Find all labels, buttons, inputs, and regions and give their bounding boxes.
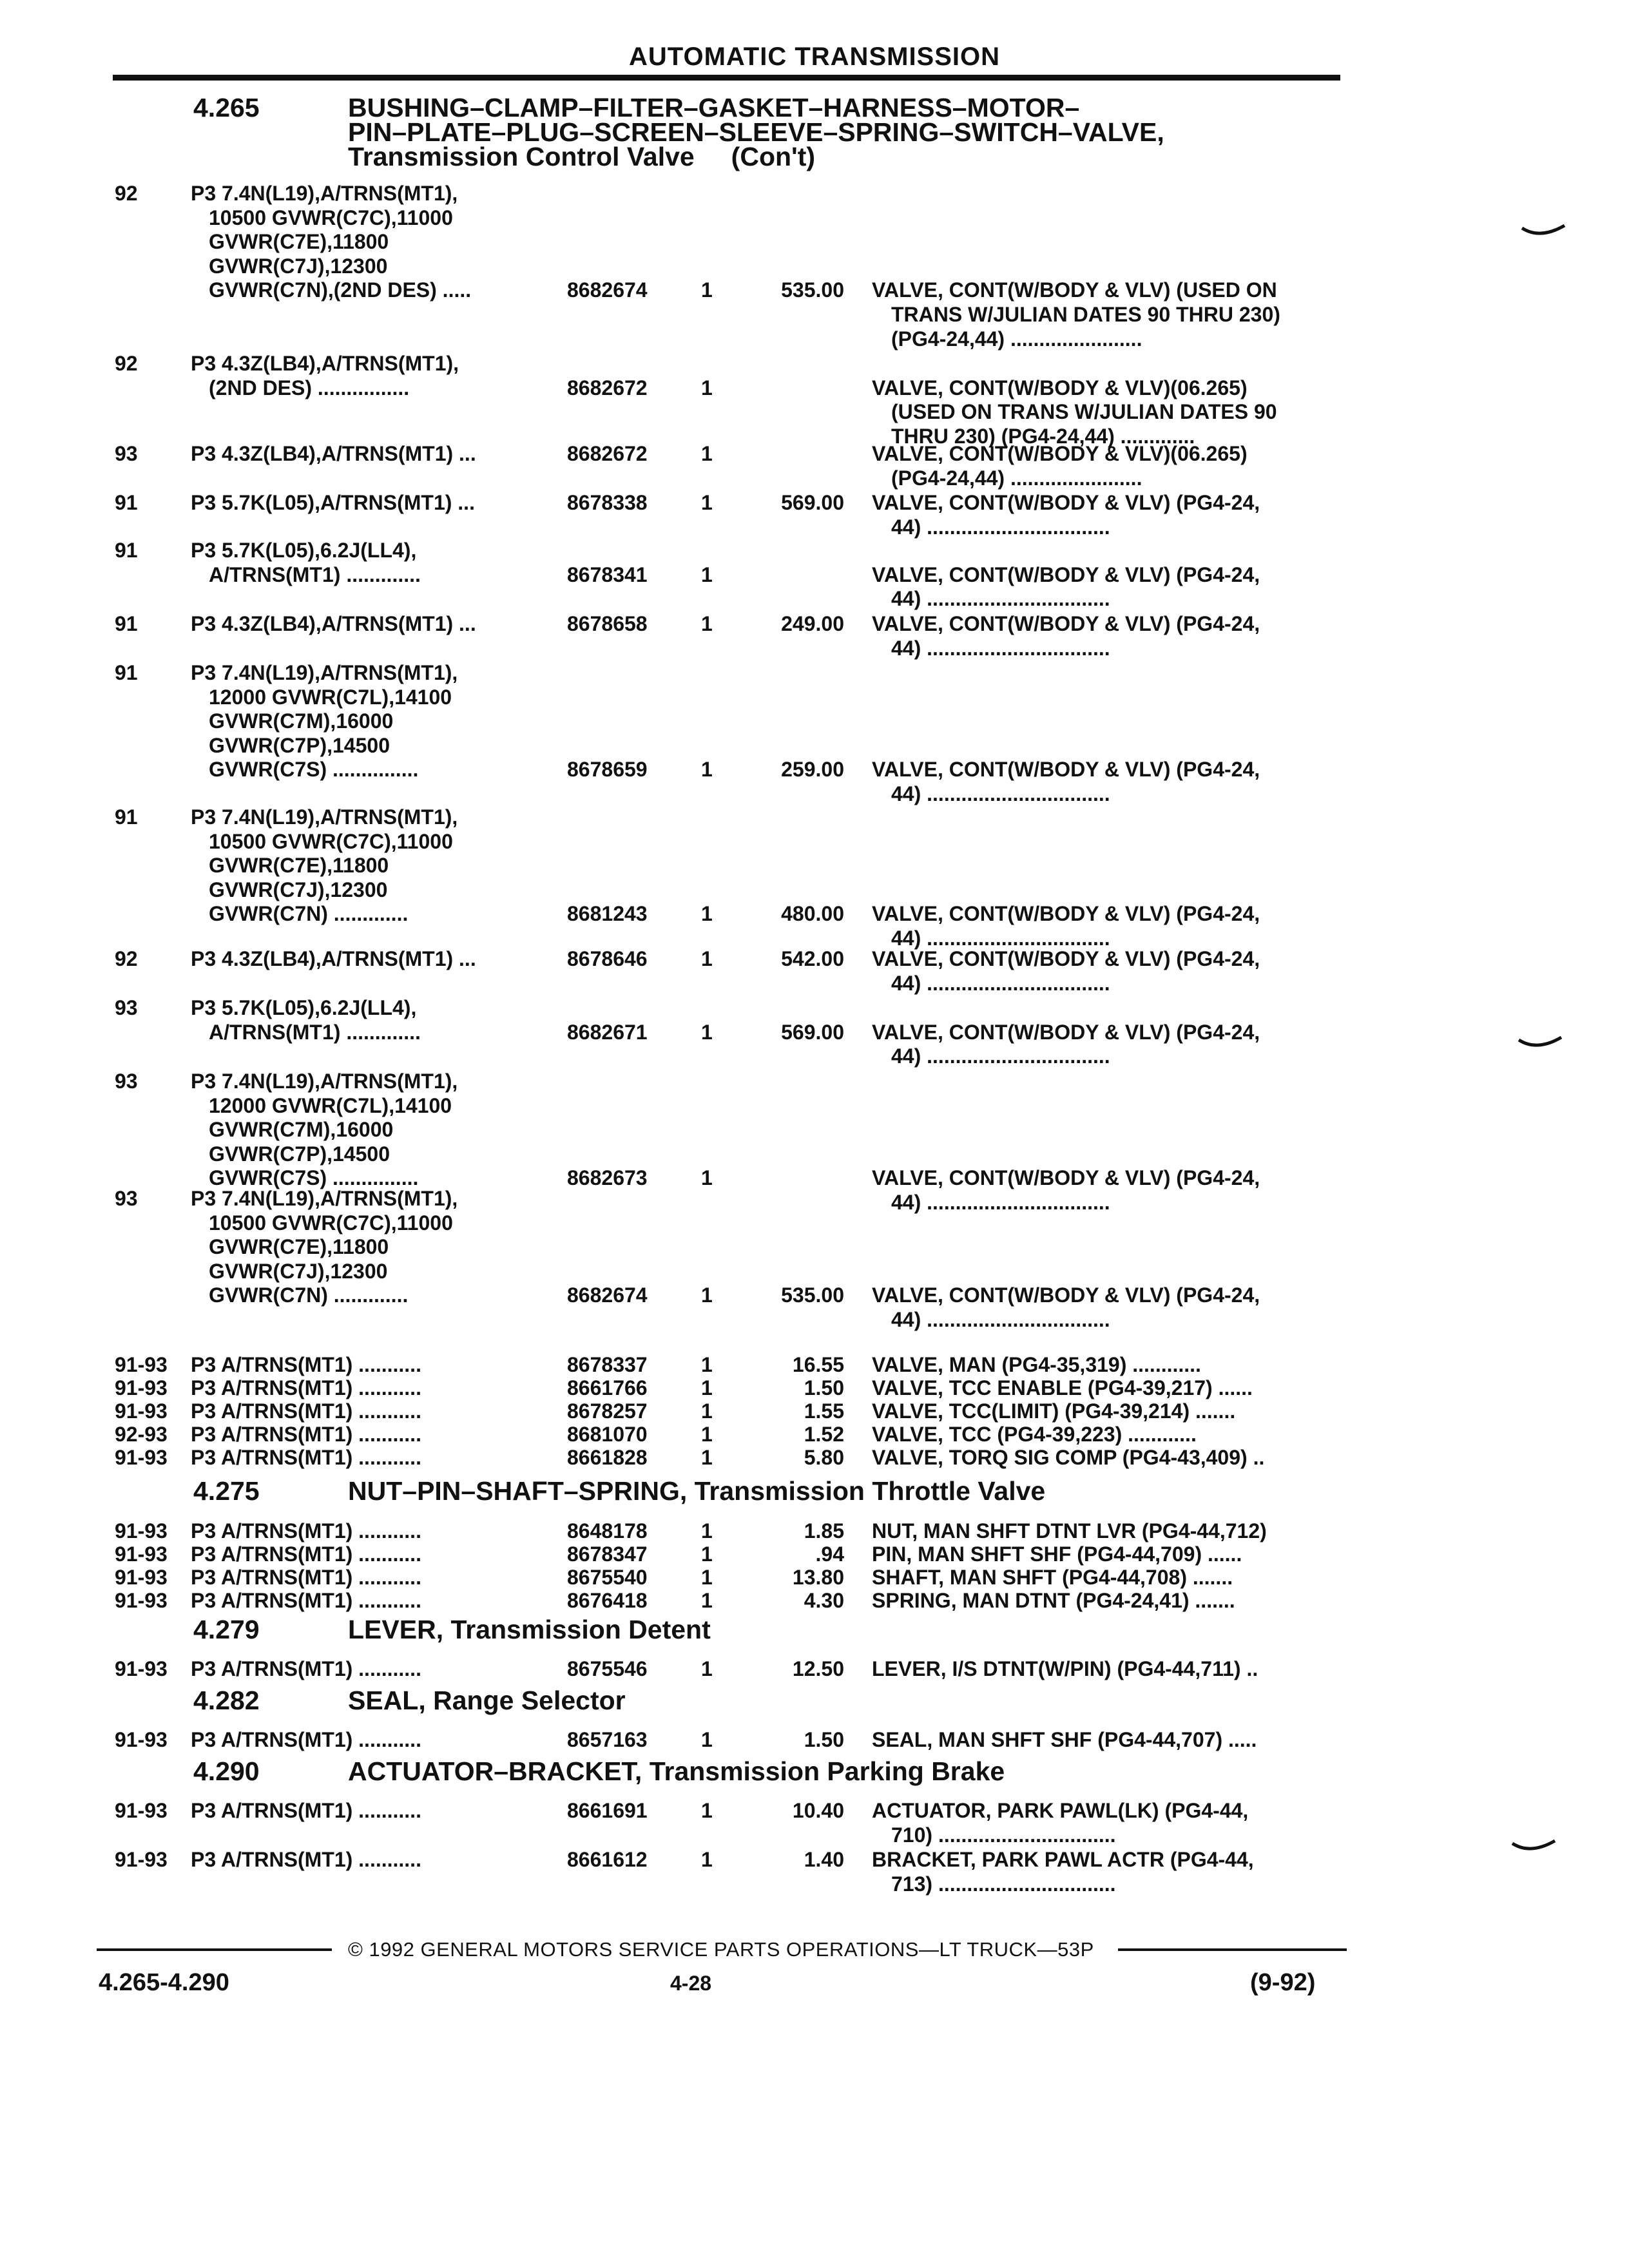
footer-rule-right	[1118, 1948, 1347, 1951]
model-year: 93	[115, 442, 138, 465]
application: P3 7.4N(L19),A/TRNS(MT1), 12000 GVWR(C7L),14100 GVWR(C7M),16000 GVWR(C7P),14500 GVWR(C7S) ...............	[191, 661, 458, 782]
price: 1.40	[804, 1848, 844, 1871]
part-number: 8678658	[567, 612, 648, 635]
application: P3 A/TRNS(MT1) ...........	[191, 1589, 421, 1612]
section-title: LEVER, Transmission Detent	[348, 1615, 711, 1644]
footer-rule-left	[97, 1948, 332, 1951]
quantity: 1	[701, 1353, 713, 1376]
price: .94	[815, 1542, 844, 1566]
application: P3 A/TRNS(MT1) ...........	[191, 1376, 421, 1399]
model-year: 91-93	[115, 1657, 168, 1680]
part-number: 8681243	[567, 902, 648, 926]
part-number: 8675546	[567, 1657, 648, 1680]
model-year: 92-93	[115, 1423, 168, 1446]
application: P3 A/TRNS(MT1) ...........	[191, 1657, 421, 1680]
model-year: 91	[115, 805, 138, 829]
application: P3 7.4N(L19),A/TRNS(MT1), 12000 GVWR(C7L),14100 GVWR(C7M),16000 GVWR(C7P),14500 GVWR(C7S) ...............	[191, 1070, 458, 1190]
description: VALVE, CONT(W/BODY & VLV)(06.265) (USED ON TRANS W/JULIAN DATES 90 THRU 230) (PG4-24,44) .............	[872, 376, 1277, 448]
model-year: 93	[115, 1070, 138, 1093]
model-year: 91	[115, 491, 138, 514]
description: NUT, MAN SHFT DTNT LVR (PG4-44,712)	[872, 1519, 1267, 1542]
application: P3 A/TRNS(MT1) ...........	[191, 1423, 421, 1446]
quantity: 1	[701, 902, 713, 926]
model-year: 91	[115, 539, 138, 562]
model-year: 91-93	[115, 1399, 168, 1423]
price: 535.00	[781, 1283, 844, 1307]
application: P3 A/TRNS(MT1) ...........	[191, 1519, 421, 1542]
price: 542.00	[781, 947, 844, 970]
application: P3 5.7K(L05),A/TRNS(MT1) ...	[191, 491, 475, 514]
quantity: 1	[701, 376, 713, 399]
description: VALVE, TCC (PG4-39,223) ............	[872, 1423, 1197, 1446]
section-title: BUSHING–CLAMP–FILTER–GASKET–HARNESS–MOTOR– PIN–PLATE–PLUG–SCREEN–SLEEVE–SPRING–SWITCH–VALVE, Transmission Control Valve (Con't)	[348, 93, 1164, 171]
model-year: 92	[115, 182, 138, 205]
margin-tick-mark	[1518, 1036, 1563, 1052]
application: P3 7.4N(L19),A/TRNS(MT1), 10500 GVWR(C7C),11000 GVWR(C7E),11800 GVWR(C7J),12300 GVWR(C7N) .............	[191, 805, 458, 926]
price: 12.50	[792, 1657, 844, 1680]
application: P3 7.4N(L19),A/TRNS(MT1), 10500 GVWR(C7C),11000 GVWR(C7E),11800 GVWR(C7J),12300 GVWR(C7N) .............	[191, 1187, 458, 1307]
quantity: 1	[701, 1399, 713, 1423]
part-number: 8648178	[567, 1519, 648, 1542]
application: P3 A/TRNS(MT1) ...........	[191, 1566, 421, 1589]
section-title: ACTUATOR–BRACKET, Transmission Parking Brake	[348, 1756, 1005, 1786]
model-year: 91-93	[115, 1566, 168, 1589]
quantity: 1	[701, 947, 713, 970]
footer-section-range: 4.265-4.290	[99, 1969, 229, 1996]
quantity: 1	[701, 1020, 713, 1044]
price: 535.00	[781, 278, 844, 302]
footer-page-number: 4-28	[670, 1972, 712, 1995]
application: P3 A/TRNS(MT1) ...........	[191, 1799, 421, 1822]
model-year: 91-93	[115, 1589, 168, 1612]
description: SHAFT, MAN SHFT (PG4-44,708) .......	[872, 1566, 1233, 1589]
quantity: 1	[701, 442, 713, 465]
quantity: 1	[701, 1519, 713, 1542]
application: P3 4.3Z(LB4),A/TRNS(MT1), (2ND DES) ................	[191, 352, 459, 399]
description: VALVE, TORQ SIG COMP (PG4-43,409) ..	[872, 1446, 1265, 1469]
part-number: 8678646	[567, 947, 648, 970]
part-number: 8661612	[567, 1848, 648, 1871]
quantity: 1	[701, 491, 713, 514]
section-number: 4.275	[193, 1476, 260, 1506]
model-year: 91-93	[115, 1728, 168, 1751]
application: P3 4.3Z(LB4),A/TRNS(MT1) ...	[191, 947, 476, 970]
part-number: 8661766	[567, 1376, 648, 1399]
model-year: 92	[115, 947, 138, 970]
quantity: 1	[701, 1799, 713, 1822]
description: VALVE, CONT(W/BODY & VLV) (PG4-24, 44) ................................	[872, 902, 1260, 950]
part-number: 8678257	[567, 1399, 648, 1423]
price: 480.00	[781, 902, 844, 926]
description: VALVE, TCC(LIMIT) (PG4-39,214) .......	[872, 1399, 1236, 1423]
quantity: 1	[701, 1376, 713, 1399]
section-number: 4.290	[193, 1756, 260, 1786]
price: 249.00	[781, 612, 844, 635]
part-number: 8676418	[567, 1589, 648, 1612]
header-rule	[113, 75, 1340, 81]
part-number: 8681070	[567, 1423, 648, 1446]
description: VALVE, CONT(W/BODY & VLV)(06.265) (PG4-24,44) .......................	[872, 442, 1248, 490]
part-number: 8678347	[567, 1542, 648, 1566]
part-number: 8661691	[567, 1799, 648, 1822]
price: 1.50	[804, 1376, 844, 1399]
quantity: 1	[701, 1657, 713, 1680]
quantity: 1	[701, 1166, 713, 1190]
quantity: 1	[701, 1848, 713, 1871]
price: 10.40	[792, 1799, 844, 1822]
part-number: 8661828	[567, 1446, 648, 1469]
price: 1.52	[804, 1423, 844, 1446]
application: P3 A/TRNS(MT1) ...........	[191, 1446, 421, 1469]
margin-tick-mark	[1521, 224, 1566, 240]
model-year: 93	[115, 1187, 138, 1210]
section-title: SEAL, Range Selector	[348, 1686, 626, 1715]
quantity: 1	[701, 1446, 713, 1469]
part-number: 8682672	[567, 376, 648, 399]
quantity: 1	[701, 1728, 713, 1751]
description: VALVE, CONT(W/BODY & VLV) (PG4-24, 44) ................................	[872, 491, 1260, 539]
model-year: 91	[115, 661, 138, 684]
model-year: 91-93	[115, 1446, 168, 1469]
model-year: 92	[115, 352, 138, 375]
quantity: 1	[701, 1423, 713, 1446]
description: ACTUATOR, PARK PAWL(LK) (PG4-44, 710) ...............................	[872, 1799, 1249, 1847]
quantity: 1	[701, 1542, 713, 1566]
model-year: 93	[115, 996, 138, 1019]
price: 1.55	[804, 1399, 844, 1423]
description: PIN, MAN SHFT SHF (PG4-44,709) ......	[872, 1542, 1242, 1566]
price: 569.00	[781, 491, 844, 514]
quantity: 1	[701, 612, 713, 635]
part-number: 8657163	[567, 1728, 648, 1751]
part-number: 8678338	[567, 491, 648, 514]
application: P3 4.3Z(LB4),A/TRNS(MT1) ...	[191, 442, 476, 465]
description: VALVE, CONT(W/BODY & VLV) (PG4-24, 44) ................................	[872, 1020, 1260, 1068]
price: 259.00	[781, 758, 844, 782]
description: VALVE, CONT(W/BODY & VLV) (PG4-24, 44) ................................	[872, 1283, 1260, 1331]
part-number: 8682671	[567, 1020, 648, 1044]
part-number: 8678341	[567, 562, 648, 586]
part-number: 8678659	[567, 758, 648, 782]
description: VALVE, CONT(W/BODY & VLV) (PG4-24, 44) ................................	[872, 758, 1260, 805]
description: VALVE, CONT(W/BODY & VLV) (PG4-24, 44) ................................	[872, 947, 1260, 995]
copyright-notice: © 1992 GENERAL MOTORS SERVICE PARTS OPERATIONS—LT TRUCK—53P	[348, 1938, 1094, 1961]
application: P3 5.7K(L05),6.2J(LL4), A/TRNS(MT1) .............	[191, 996, 421, 1044]
description: LEVER, I/S DTNT(W/PIN) (PG4-44,711) ..	[872, 1657, 1258, 1680]
model-year: 91-93	[115, 1848, 168, 1871]
application: P3 A/TRNS(MT1) ...........	[191, 1542, 421, 1566]
price: 1.85	[804, 1519, 844, 1542]
part-number: 8682674	[567, 278, 648, 302]
model-year: 91-93	[115, 1376, 168, 1399]
price: 4.30	[804, 1589, 844, 1612]
quantity: 1	[701, 1283, 713, 1307]
description: VALVE, CONT(W/BODY & VLV) (USED ON TRANS W/JULIAN DATES 90 THRU 230) (PG4-24,44) .......................	[872, 278, 1280, 351]
description: VALVE, CONT(W/BODY & VLV) (PG4-24, 44) ................................	[872, 612, 1260, 660]
section-number: 4.265	[193, 93, 260, 122]
price: 569.00	[781, 1020, 844, 1044]
model-year: 91-93	[115, 1542, 168, 1566]
part-number: 8678337	[567, 1353, 648, 1376]
quantity: 1	[701, 758, 713, 782]
model-year: 91	[115, 612, 138, 635]
price: 16.55	[792, 1353, 844, 1376]
section-number: 4.282	[193, 1686, 260, 1715]
description: SPRING, MAN DTNT (PG4-24,41) .......	[872, 1589, 1235, 1612]
price: 1.50	[804, 1728, 844, 1751]
section-title: NUT–PIN–SHAFT–SPRING, Transmission Throttle Valve	[348, 1476, 1046, 1506]
footer-date: (9-92)	[1250, 1969, 1316, 1996]
description: SEAL, MAN SHFT SHF (PG4-44,707) .....	[872, 1728, 1257, 1751]
part-number: 8682673	[567, 1166, 648, 1190]
part-number: 8675540	[567, 1566, 648, 1589]
price: 5.80	[804, 1446, 844, 1469]
quantity: 1	[701, 1566, 713, 1589]
description: BRACKET, PARK PAWL ACTR (PG4-44, 713) ...............................	[872, 1848, 1254, 1896]
description: VALVE, CONT(W/BODY & VLV) (PG4-24, 44) ................................	[872, 562, 1260, 611]
description: VALVE, MAN (PG4-35,319) ............	[872, 1353, 1201, 1376]
page-header: AUTOMATIC TRANSMISSION	[628, 43, 1001, 71]
quantity: 1	[701, 1589, 713, 1612]
quantity: 1	[701, 278, 713, 302]
margin-tick-mark	[1511, 1840, 1556, 1855]
part-number: 8682674	[567, 1283, 648, 1307]
section-number: 4.279	[193, 1615, 260, 1644]
model-year: 91-93	[115, 1353, 168, 1376]
application: P3 A/TRNS(MT1) ...........	[191, 1353, 421, 1376]
description: VALVE, TCC ENABLE (PG4-39,217) ......	[872, 1376, 1253, 1399]
application: P3 7.4N(L19),A/TRNS(MT1), 10500 GVWR(C7C),11000 GVWR(C7E),11800 GVWR(C7J),12300 GVWR(C7N),(2ND DES) .....	[191, 182, 472, 302]
model-year: 91-93	[115, 1519, 168, 1542]
application: P3 4.3Z(LB4),A/TRNS(MT1) ...	[191, 612, 476, 635]
application: P3 A/TRNS(MT1) ...........	[191, 1848, 421, 1871]
price: 13.80	[792, 1566, 844, 1589]
model-year: 91-93	[115, 1799, 168, 1822]
application: P3 A/TRNS(MT1) ...........	[191, 1728, 421, 1751]
description: VALVE, CONT(W/BODY & VLV) (PG4-24, 44) ................................	[872, 1166, 1260, 1214]
quantity: 1	[701, 562, 713, 586]
application: P3 5.7K(L05),6.2J(LL4), A/TRNS(MT1) .............	[191, 539, 421, 586]
application: P3 A/TRNS(MT1) ...........	[191, 1399, 421, 1423]
part-number: 8682672	[567, 442, 648, 465]
